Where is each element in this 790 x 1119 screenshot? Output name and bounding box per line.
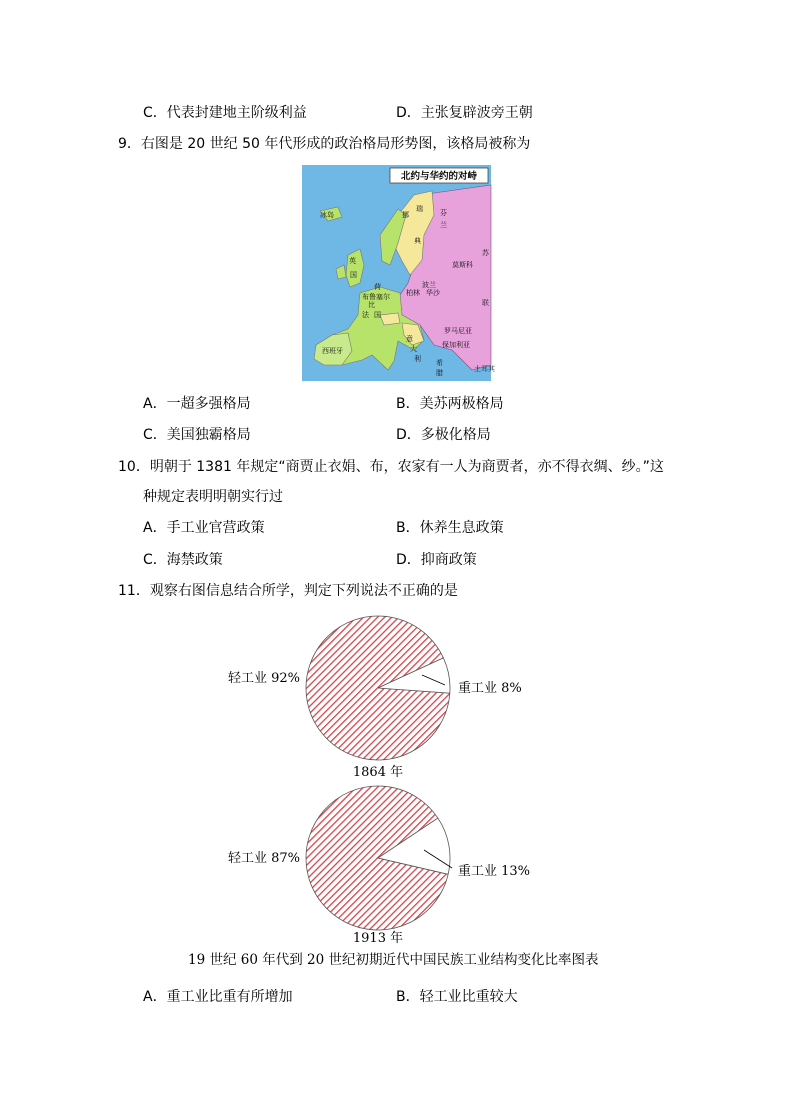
map-label-he: 荷 xyxy=(374,283,381,291)
map-label-da: 大 xyxy=(410,345,417,353)
map-label-warsaw: 华沙 xyxy=(426,289,440,297)
q10-stem-line2: 种规定表明明朝实行过 xyxy=(143,489,283,505)
pie-chart-1864 xyxy=(200,610,560,785)
map-label-romania: 罗马尼亚 xyxy=(444,327,472,335)
q10-option-a: A．手工业官营政策 xyxy=(143,520,265,536)
q10-option-c: C．海禁政策 xyxy=(143,552,223,568)
q10-option-b: B．休养生息政策 xyxy=(396,520,504,536)
map-label-guo2: 国 xyxy=(374,311,381,319)
map-label-lian: 联 xyxy=(482,299,489,307)
map-label-berlin: 柏林 xyxy=(406,289,420,297)
map-label-ying: 英 xyxy=(349,257,356,265)
map-label-yi: 意 xyxy=(406,335,413,343)
pie-1913-heavy-label: 重工业 13% xyxy=(458,864,531,879)
pie-1864-title: 1864 年 xyxy=(352,765,404,780)
map-label-bulgaria: 保加利亚 xyxy=(442,341,470,349)
pie-1864-light-label: 轻工业 92% xyxy=(228,671,301,686)
map-label-lan: 兰 xyxy=(440,221,447,229)
q9-stem: 9．右图是 20 世纪 50 年代形成的政治格局形势图，该格局被称为 xyxy=(118,136,531,152)
europe-map-graphic xyxy=(302,165,495,381)
pie-1864-slices xyxy=(306,616,450,760)
map-label-fa: 法 xyxy=(362,311,369,319)
q9-option-b: B．美苏两极格局 xyxy=(396,396,504,412)
map-label-iceland: 冰岛 xyxy=(320,211,334,219)
map-label-bi: 比 xyxy=(368,301,375,309)
map-label-xi: 希 xyxy=(436,359,443,367)
map-label-nuo: 挪 xyxy=(402,211,409,219)
pie-1913-light-label: 轻工业 87% xyxy=(228,851,301,866)
q11-option-a: A．重工业比重有所增加 xyxy=(143,989,293,1005)
q10-stem-line1: 10．明朝于 1381 年规定“商贾止衣娟、布，农家有一人为商贾者，亦不得衣绸、纱。”这 xyxy=(118,459,664,475)
neutral-central-region xyxy=(380,313,400,325)
q9-option-c: C．美国独霸格局 xyxy=(143,427,251,443)
q9-option-d: D．多极化格局 xyxy=(396,427,491,443)
map-label-poland: 波兰 xyxy=(422,281,436,289)
pie-1864-heavy-label: 重工业 8% xyxy=(458,681,522,696)
pie-1913-slices xyxy=(306,786,450,930)
map-label-turkey: 土耳其 xyxy=(474,365,495,373)
map-label-brussels: 布鲁塞尔 xyxy=(362,293,390,301)
q10-option-d: D．抑商政策 xyxy=(396,552,477,568)
q8-option-d: D．主张复辟波旁王朝 xyxy=(396,105,533,121)
q11-chart-caption: 19 世纪 60 年代到 20 世纪初期近代中国民族工业结构变化比率图表 xyxy=(188,952,599,968)
map-label-guo1: 国 xyxy=(350,271,357,279)
map-label-rui: 瑞 xyxy=(416,205,423,213)
q11-stem: 11．观察右图信息结合所学，判定下列说法不正确的是 xyxy=(118,583,458,599)
map-label-dian: 典 xyxy=(414,237,421,245)
map-label-li: 利 xyxy=(414,355,421,363)
pie-chart-1913 xyxy=(200,780,560,950)
map-label-spain: 西班牙 xyxy=(322,347,343,355)
map-label-su: 苏 xyxy=(482,249,489,257)
pie-1913-title: 1913 年 xyxy=(352,931,404,946)
nato-warsaw-map xyxy=(302,165,495,381)
map-label-fen: 芬 xyxy=(440,209,447,217)
q8-option-c: C．代表封建地主阶级利益 xyxy=(143,105,307,121)
map-title: 北约与华约的对峙 xyxy=(400,171,478,182)
map-label-la: 腊 xyxy=(436,369,443,377)
q11-option-b: B．轻工业比重较大 xyxy=(396,989,518,1005)
map-label-moscow: 莫斯科 xyxy=(452,261,473,269)
q9-option-a: A．一超多强格局 xyxy=(143,396,251,412)
